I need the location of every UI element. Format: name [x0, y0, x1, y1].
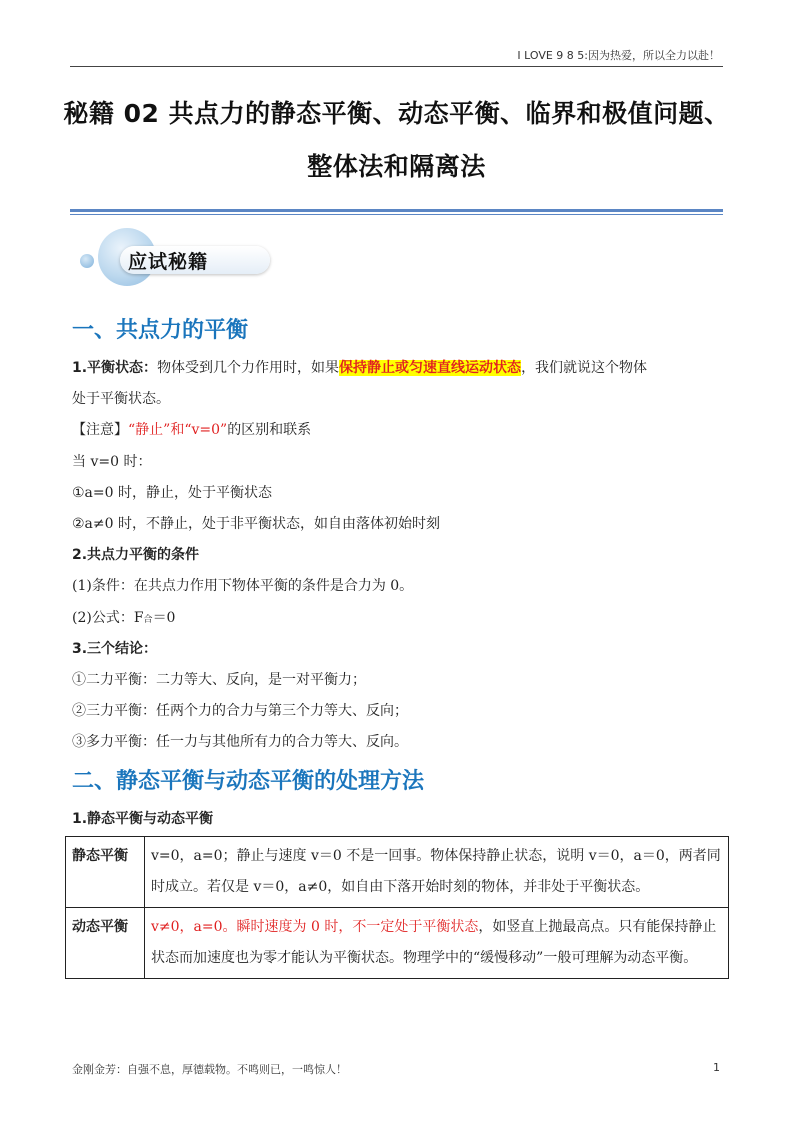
- formula-subscript: 合: [143, 615, 153, 625]
- note-line: [72, 419, 311, 439]
- document-title-line2: 整体法和隔离法: [307, 152, 486, 181]
- row-text-dynamic: ，如竖直上抛最高点。只有能保持静止状态而加速度也为零才能认为平衡状态。物理学中的“缓慢移动”一般可理解为动态平衡。: [151, 919, 717, 966]
- subsection-heading: 1.静态平衡与动态平衡: [72, 811, 214, 827]
- row-key-dynamic: 动态平衡: [66, 908, 145, 979]
- formula-a: (2)公式：F: [72, 610, 144, 626]
- item-a0: ①a=0 时，静止，处于平衡状态: [72, 485, 272, 501]
- formula-b: ＝0: [152, 610, 176, 626]
- balance-state-text-a: 物体受到几个力作用时，如果: [157, 360, 340, 376]
- section-badge: [70, 226, 270, 292]
- condition-heading: 2.共点力平衡的条件: [72, 547, 200, 563]
- note-bracket: 【注意】: [72, 422, 128, 438]
- conclusions-heading: 3.三个结论：: [72, 641, 158, 657]
- table-row: [66, 908, 729, 979]
- conclusion-2: ②三力平衡：任两个力的合力与第三个力等大、反向；: [72, 703, 408, 719]
- item-a-not0: ②a≠0 时，不静止，处于非平衡状态，如自由落体初始时刻: [72, 516, 440, 532]
- balance-state-label: 1.平衡状态：: [72, 360, 158, 376]
- paragraph-balance-state-cont: 处于平衡状态。: [72, 391, 170, 407]
- note-rest: 的区别和联系: [227, 422, 312, 438]
- row-text-dynamic-red: v≠0，a=0。瞬时速度为 0 时，不一定处于平衡状态: [151, 919, 479, 935]
- row-key-static: 静态平衡: [66, 837, 145, 908]
- section1-heading: 一、共点力的平衡: [72, 318, 249, 343]
- page-number: 1: [713, 1061, 720, 1074]
- comparison-table: [65, 836, 729, 979]
- badge-label: 应试秘籍: [128, 251, 209, 273]
- footer-motto: 金刚金芳：自强不息，厚德载物。不鸣则已，一鸣惊人！: [72, 1063, 347, 1076]
- conclusion-1: ①二力平衡：二力等大、反向，是一对平衡力；: [72, 672, 366, 688]
- table-row: [66, 837, 729, 908]
- formula-line: [72, 607, 175, 627]
- title-rule-thick: [70, 209, 723, 212]
- row-dynamic-cell: [145, 908, 729, 979]
- condition-text: (1)条件：在共点力作用下物体平衡的条件是合力为 0。: [72, 578, 414, 594]
- section2-heading: 二、静态平衡与动态平衡的处理方法: [72, 769, 425, 794]
- conclusion-3: ③多力平衡：任一力与其他所有力的合力等大、反向。: [72, 734, 408, 750]
- document-title-line1: 秘籍 02 共点力的静态平衡、动态平衡、临界和极值问题、: [63, 99, 730, 128]
- paragraph-balance-state: [72, 357, 647, 377]
- header-divider: [70, 66, 723, 67]
- title-rule-thin: [70, 214, 723, 215]
- note-red: “静止”和“v=0”: [128, 422, 228, 438]
- page-header-text: I LOVE 9 8 5:因为热爱，所以全力以赴！: [517, 49, 720, 62]
- balance-state-highlight: 保持静止或匀速直线运动状态: [339, 360, 522, 376]
- balance-state-text-b: ，我们就说这个物体: [521, 360, 648, 376]
- badge-decoration-small-circle: [80, 254, 94, 268]
- row-text-static: v=0，a=0；静止与速度 v＝0 不是一回事。物体保持静止状态，说明 v＝0，a＝0，两者同时成立。若仅是 v＝0，a≠0，如自由下落开始时刻的物体，并非处于平衡状态。: [145, 837, 729, 908]
- when-v0-line: 当 v=0 时：: [72, 454, 152, 470]
